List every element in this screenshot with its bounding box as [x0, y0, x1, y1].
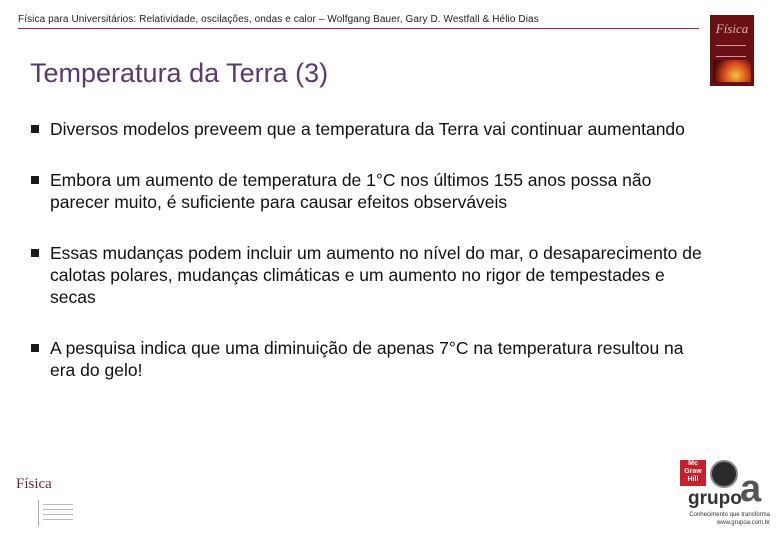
book-cover-fire-graphic [713, 60, 751, 82]
university-seal-icon [710, 460, 738, 488]
bullet-text: Essas mudanças podem incluir um aumento no nível do mar, o desaparecimento de calotas polares, mudanças climáticas e um aumento no rigor de tempestades e secas [50, 243, 702, 307]
mcgraw-hill-logo: Mc Graw Hill [680, 460, 706, 486]
bullet-item [30, 242, 710, 308]
book-cover-title: Física [715, 21, 749, 36]
bullet-marker-icon [31, 125, 39, 133]
book-cover-lines [716, 45, 746, 57]
bullet-text: Diversos modelos preveem que a temperatura da Terra vai continuar aumentando [50, 119, 685, 139]
slide-title: Temperatura da Terra (3) [30, 58, 329, 88]
book-cover-image [710, 15, 754, 86]
bullet-item [30, 169, 710, 213]
bullet-list [30, 118, 710, 410]
footer-brand-detail [38, 500, 83, 526]
header-text: Física para Universitários: Relatividade, oscilações, ondas e calor – Wolfgang Bauer, Gary D. Westfall & Hélio Dias [18, 14, 539, 25]
header-rule [18, 28, 699, 29]
publisher-logo [680, 460, 770, 530]
publisher-url: www.grupoa.com.br [716, 520, 770, 526]
grupo-a-mark: a [740, 468, 762, 510]
footer-brand-logo [16, 476, 86, 531]
bullet-marker-icon [31, 249, 39, 257]
publisher-tagline: Conhecimento que transforma [689, 512, 770, 518]
footer-brand-text: Física [16, 476, 52, 492]
bullet-marker-icon [31, 176, 39, 184]
bullet-item [30, 118, 710, 140]
grupo-text: grupo [688, 488, 742, 509]
bullet-text: A pesquisa indica que uma diminuição de apenas 7°C na temperatura resultou na era do gelo! [50, 338, 684, 380]
bullet-text: Embora um aumento de temperatura de 1°C nos últimos 155 anos possa não parecer muito, é suficiente para causar efeitos observáveis [50, 170, 652, 212]
bullet-marker-icon [31, 344, 39, 352]
bullet-item [30, 337, 710, 381]
